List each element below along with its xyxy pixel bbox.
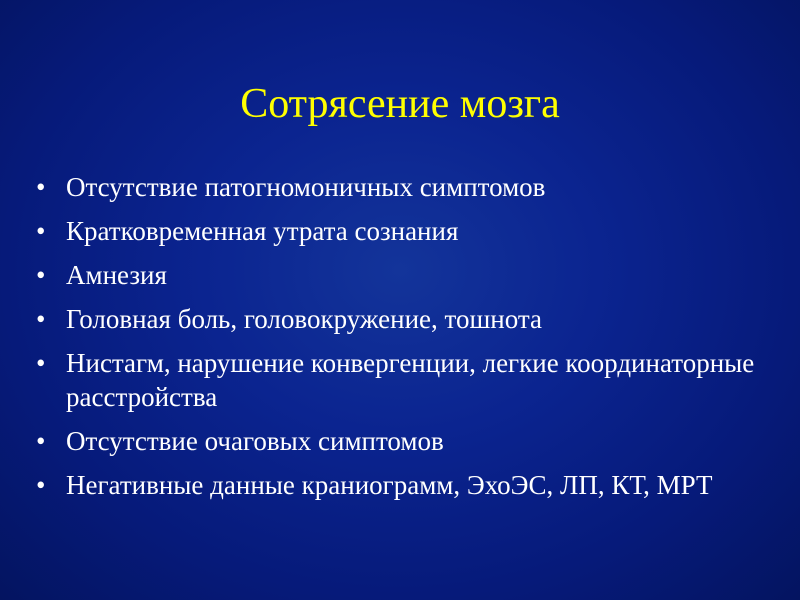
list-item	[36, 468, 776, 502]
bullet-text: Кратковременная утрата сознания	[66, 216, 459, 246]
list-item	[36, 424, 776, 458]
bullet-icon: •	[36, 172, 46, 202]
bullet-text: Амнезия	[66, 260, 167, 290]
bullet-text: Отсутствие патогномоничных симптомов	[66, 172, 546, 202]
bullet-text: Негативные данные краниограмм, ЭхоЭС, ЛП, КТ, МРТ	[66, 470, 713, 500]
list-item	[36, 302, 776, 336]
bullet-text: Нистагм, нарушение конвергенции, легкие координаторные расстройства	[66, 348, 755, 412]
bullet-icon: •	[36, 216, 46, 246]
list-item	[36, 214, 776, 248]
bullet-icon: •	[36, 348, 46, 378]
bullet-text: Головная боль, головокружение, тошнота	[66, 304, 542, 334]
slide-title: Сотрясение мозга	[240, 81, 560, 127]
bullet-icon: •	[36, 426, 46, 456]
bullet-icon: •	[36, 470, 46, 500]
bullet-icon: •	[36, 260, 46, 290]
list-item	[36, 170, 776, 204]
list-item	[36, 346, 776, 414]
bullet-text: Отсутствие очаговых симптомов	[66, 426, 444, 456]
bullet-list	[36, 170, 776, 512]
list-item	[36, 258, 776, 292]
bullet-icon: •	[36, 304, 46, 334]
